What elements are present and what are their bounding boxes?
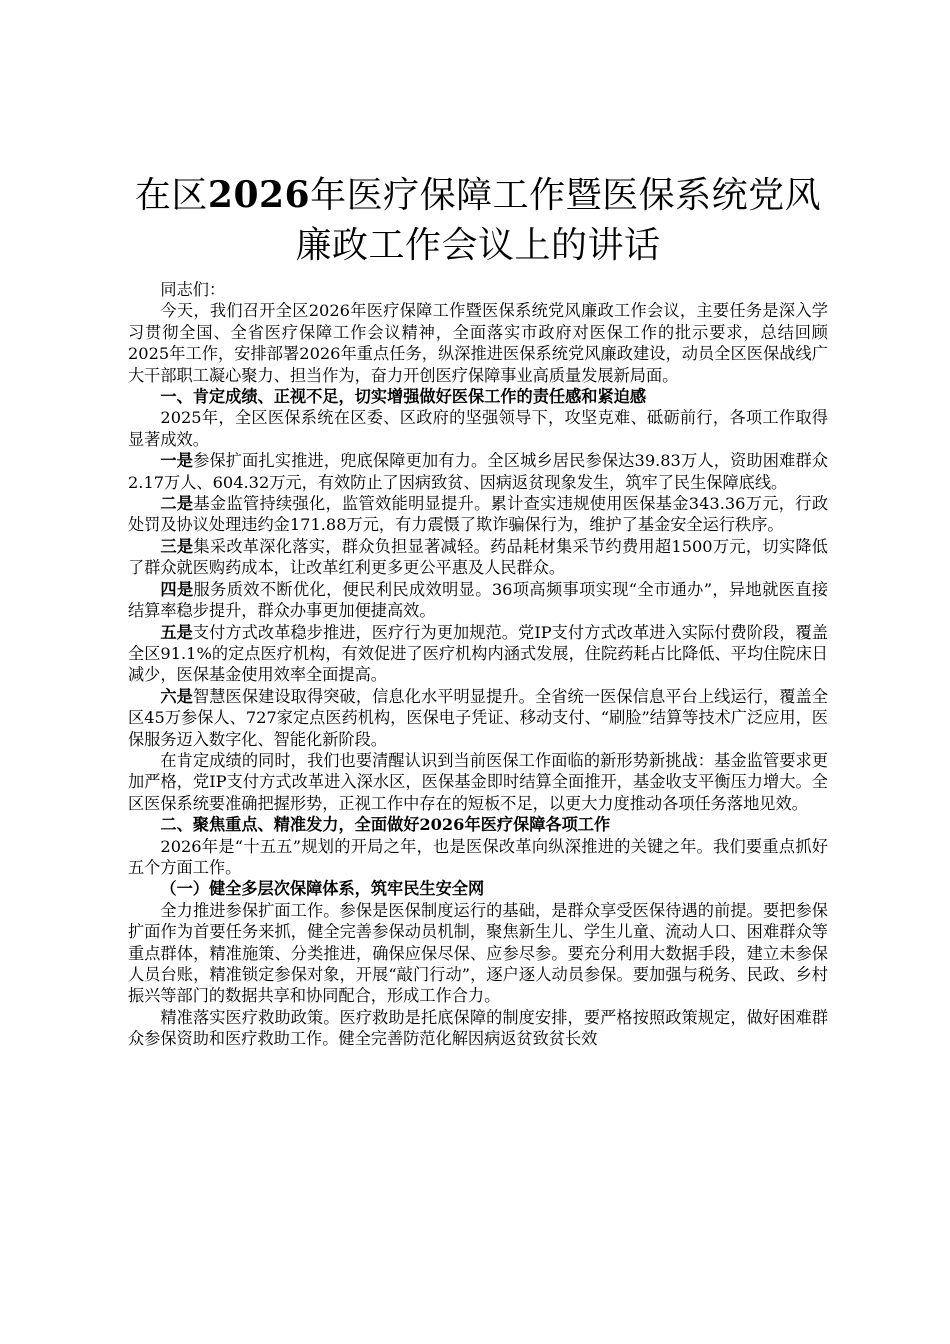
title-year: 2026 bbox=[207, 174, 311, 216]
body-paragraph bbox=[128, 450, 828, 493]
paragraph-text: 今天，我们召开全区2026年医疗保障工作暨医保系统党风廉政工作会议，主要任务是深入学习贯彻全国、全省医疗保障工作会议精神，全面落实市政府对医保工作的批示要求，总结回顾2025年工作，安排部署2026年重点任务，纵深推进医保系统党风廉政建设，动员全区医保战线广大干部职工凝心聚力、担当作为，奋力开创医疗保障事业高质量发展新局面。 bbox=[128, 301, 828, 385]
section-heading bbox=[128, 814, 828, 835]
paragraph-text: 智慧医保建设取得突破，信息化水平明显提升。全省统一医保信息平台上线运行，覆盖全区45万参保人、727家定点医药机构，医保电子凭证、移动支付、“刷脸”结算等技术广泛应用，医保服务迈入数字化、智能化新阶段。 bbox=[128, 686, 829, 749]
paragraph-text: 二、聚焦重点、精准发力，全面做好2026年医疗保障各项工作 bbox=[160, 815, 611, 835]
title-part-1: 在区 bbox=[134, 175, 208, 216]
paragraph-text: 在肯定成绩的同时，我们也要清醒认识到当前医保工作面临的新形势新挑战：基金监管要求更加严格，党IP支付方式改革进入深水区，医保基金即时结算全面推开，基金收支平衡压力增大。全区医保系统要准确把握形势，正视工作中存在的短板不足，以更大力度推动各项任务落地见效。 bbox=[128, 750, 828, 813]
body-paragraph bbox=[128, 536, 828, 579]
paragraph-text: 精准落实医疗救助政策。医疗救助是托底保障的制度安排，要严格按照政策规定，做好困难群众参保资助和医疗救助工作。健全完善防范化解因病返贫致贫长效 bbox=[128, 1007, 828, 1049]
paragraph-text: 支付方式改革稳步推进，医疗行为更加规范。党IP支付方式改革进入实际付费阶段，覆盖全区91.1%的定点医疗机构，有效促进了医疗机构内涵式发展，住院药耗占比降低、平均住院床日减少，医保基金使用效率全面提高。 bbox=[128, 622, 828, 685]
body-paragraph bbox=[128, 1007, 828, 1050]
paragraph-text: 基金监管持续强化，监管效能明显提升。累计查实违规使用医保基金343.36万元，行政处罚及协议处理违约金171.88万元，有力震慑了欺诈骗保行为，维护了基金安全运行秩序。 bbox=[128, 494, 829, 535]
body-paragraph bbox=[128, 300, 828, 386]
title-part-2: 年医疗保障工作暨医保系统党风廉政工作会议上的讲话 bbox=[295, 175, 822, 266]
body-paragraph bbox=[128, 900, 828, 1007]
paragraph-text: 2025年，全区医保系统在区委、区政府的坚强领导下，攻坚克难、砥砺前行，各项工作取得显著成效。 bbox=[128, 408, 828, 449]
paragraph-text: 一、肯定成绩、正视不足，切实增强做好医保工作的责任感和紧迫感 bbox=[160, 387, 647, 407]
section-heading bbox=[128, 878, 828, 899]
document-body bbox=[128, 279, 828, 1050]
paragraph-text: 全力推进参保扩面工作。参保是医保制度运行的基础，是群众享受医保待遇的前提。要把参保扩面作为首要任务来抓，健全完善参保动员机制，聚焦新生儿、学生儿童、流动人口、困难群众等重点群体，精准施策、分类推进，确保应保尽保、应参尽参。要充分利用大数据手段，建立未参保人员台账，精准锁定参保对象，开展“敲门行动”，逐户逐人动员参保。要加强与税务、民政、乡村振兴等部门的数据共享和协同配合，形成工作合力。 bbox=[128, 900, 828, 1006]
body-paragraph bbox=[128, 407, 828, 450]
document-page bbox=[128, 170, 828, 1050]
section-heading bbox=[128, 386, 828, 407]
paragraph-text: （一）健全多层次保障体系，筑牢民生安全网 bbox=[160, 879, 485, 899]
paragraph-lead: 四是 bbox=[160, 579, 194, 599]
body-paragraph bbox=[128, 686, 828, 750]
paragraph-lead: 六是 bbox=[160, 686, 193, 706]
paragraph-lead: 一是 bbox=[160, 451, 194, 471]
paragraph-lead: 二是 bbox=[160, 494, 194, 514]
paragraph-text: 集采改革深化落实，群众负担显著减轻。药品耗材集采节约费用超1500万元，切实降低了群众就医购药成本，让改革红利更多更公平惠及人民群众。 bbox=[128, 536, 828, 578]
paragraph-text: 服务质效不断优化，便民利民成效明显。36项高频事项实现“全市通办”，异地就医直接结算率稳步提升，群众办事更加便捷高效。 bbox=[128, 579, 829, 621]
body-paragraph bbox=[128, 493, 828, 536]
paragraph-lead: 三是 bbox=[160, 536, 194, 556]
body-paragraph bbox=[128, 750, 828, 814]
paragraph-text: 2026年是“十五五”规划的开局之年，也是医保改革向纵深推进的关键之年。我们要重点抓好五个方面工作。 bbox=[128, 836, 828, 877]
document-title bbox=[128, 170, 828, 271]
body-paragraph bbox=[128, 836, 828, 879]
body-paragraph bbox=[128, 622, 828, 686]
paragraph-text: 参保扩面扎实推进，兜底保障更加有力。全区城乡居民参保达39.83万人，资助困难群众2.17万人、604.32万元，有效防止了因病致贫、因病返贫现象发生，筑牢了民生保障底线。 bbox=[128, 451, 828, 492]
body-paragraph bbox=[128, 579, 828, 622]
body-paragraph bbox=[128, 279, 828, 300]
paragraph-text: 同志们： bbox=[160, 280, 226, 299]
paragraph-lead: 五是 bbox=[160, 622, 193, 642]
